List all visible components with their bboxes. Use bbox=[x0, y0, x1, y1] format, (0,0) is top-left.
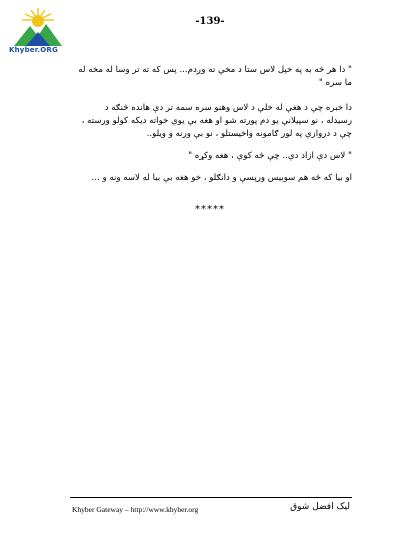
paragraph-quote-2: " لاس دې ازاد دې.. چې څه کوې ، هغه وکړه " bbox=[188, 151, 352, 161]
footer-author: لیک افضل شوق bbox=[290, 502, 350, 512]
logo-text: Khyber.ORG bbox=[9, 46, 58, 54]
mountain-logo-icon bbox=[12, 6, 64, 50]
paragraph-narrative-2: او بیا که څه هم سوبیس ورپسې و دانګلو ، خو هغه بې بیا له لاسه ونه و ... bbox=[91, 173, 352, 183]
page-number: -139- bbox=[195, 16, 225, 27]
paragraph-quote-1: " دا هر څه به په خپل لاس ستا د مخې ته وږدم... پس که ته تر وسا له مخه له ما سره " bbox=[78, 65, 352, 88]
paragraph-narrative-1: دا خبره چې د هغې له خلې د لاس وهنو سره سمه تر دې هانده څنګه د رسیدله ، نو سپیلانې یو دم پورته شو او هغه بې یوې خواته دیکه کولو ورسته ، چې د دروازې په لور ګامونه واخیستلو ، نو بې ورنه و ویلو.. bbox=[81, 103, 352, 139]
footer-site-link: Khyber Gateway – http://www.khyber.org bbox=[72, 505, 199, 514]
section-separator: ***** bbox=[195, 204, 225, 215]
footer-divider bbox=[70, 497, 352, 498]
page-body bbox=[78, 64, 352, 185]
